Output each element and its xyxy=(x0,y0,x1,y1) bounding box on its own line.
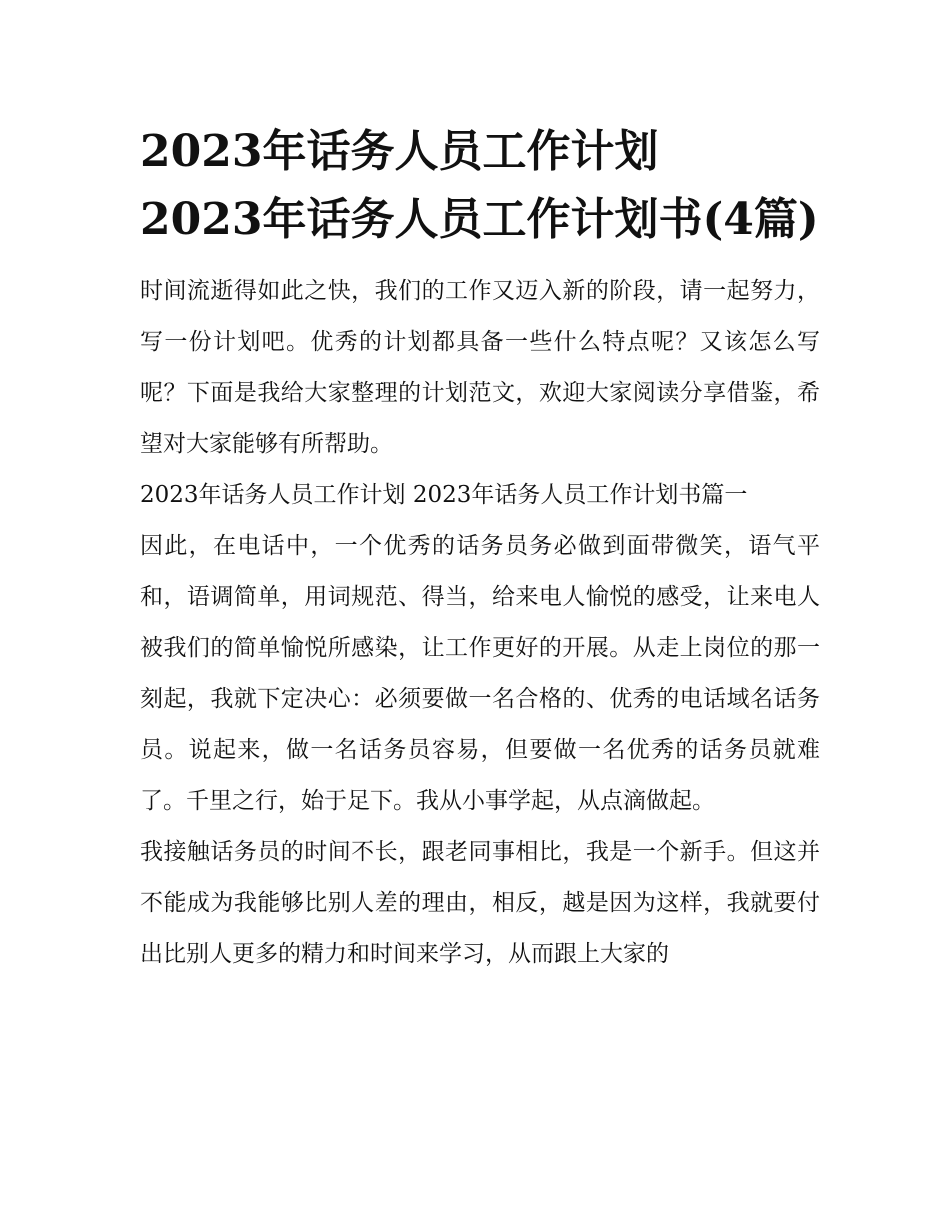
body-paragraph-1: 因此，在电话中，一个优秀的话务员务必做到面带微笑，语气平和，语调简单，用词规范、得当，给来电人愉悦的感受，让来电人被我们的简单愉悦所感染，让工作更好的开展。从走上岗位的那一刻起，我就下定决心：必须要做一名合格的、优秀的电话域名话务员。说起来，做一名话务员容易，但要做一名优秀的话务员就难了。千里之行，始于足下。我从小事学起，从点滴做起。 xyxy=(140,533,820,814)
intro-paragraph: 时间流逝得如此之快，我们的工作又迈入新的阶段，请一起努力，写一份计划吧。优秀的计划都具备一些什么特点呢？又该怎么写呢？下面是我给大家整理的计划范文，欢迎大家阅读分享借鉴，希望对大家能够有所帮助。 xyxy=(140,278,820,457)
body-paragraph-2: 我接触话务员的时间不长，跟老同事相比，我是一个新手。但这并不能成为我能够比别人差的理由，相反，越是因为这样，我就要付出比别人更多的精力和时间来学习，从而跟上大家的 xyxy=(140,839,820,967)
document-title-line-1: 2023年话务人员工作计划 xyxy=(140,126,659,177)
document-page xyxy=(140,118,820,980)
document-title-line-2: 2023年话务人员工作计划书(4篇) xyxy=(140,194,819,245)
document-title xyxy=(140,118,820,254)
section-heading: 2023年话务人员工作计划 2023年话务人员工作计划书篇一 xyxy=(140,482,748,508)
